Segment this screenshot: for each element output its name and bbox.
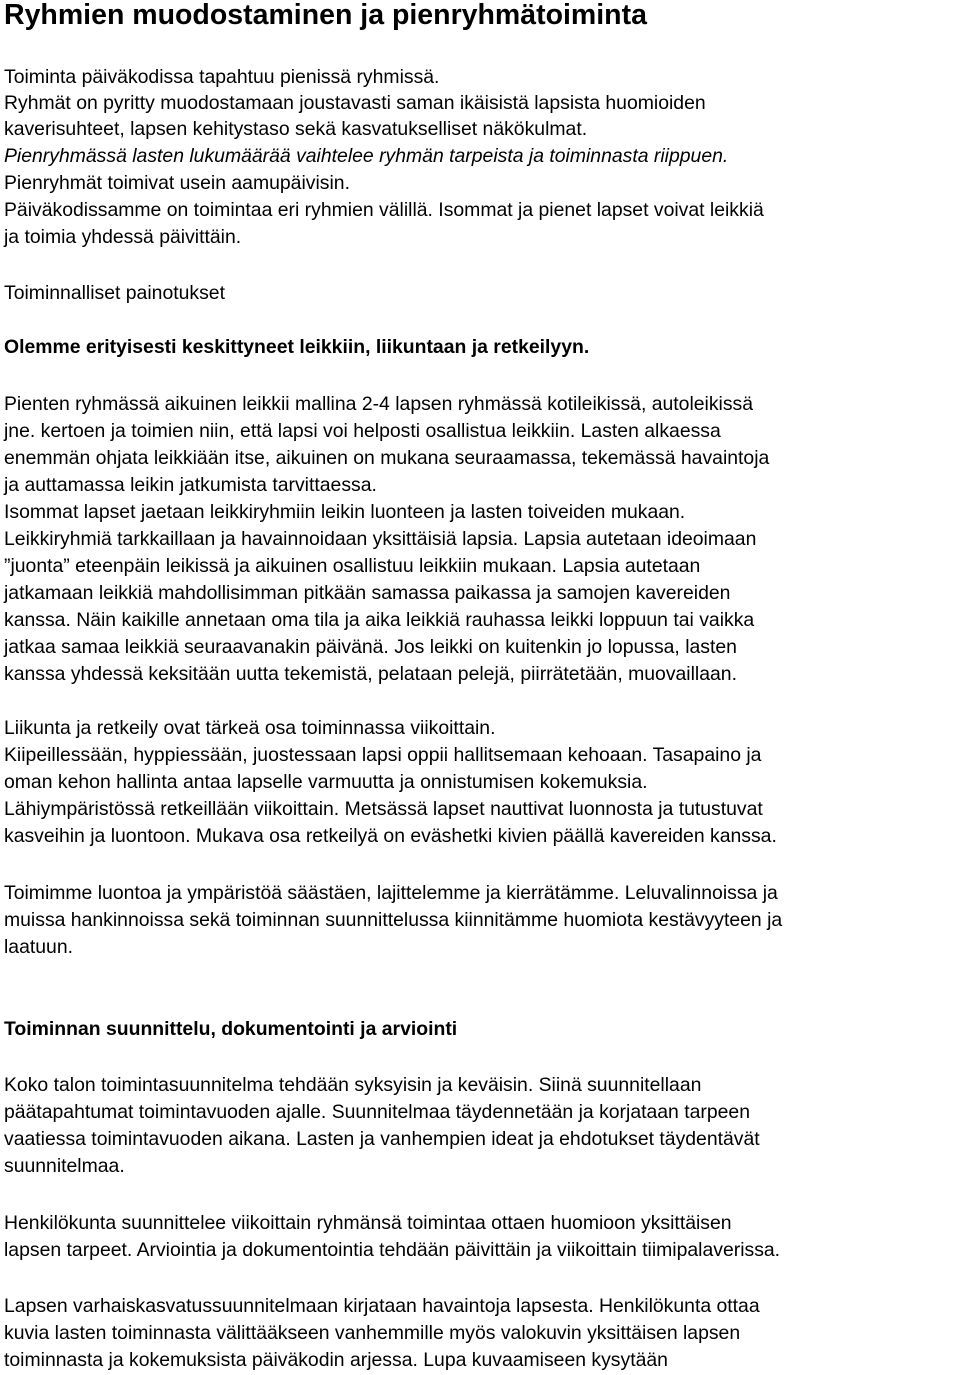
text-line: päätapahtumat toimintavuoden ajalle. Suunnitelmaa täydennetään ja korjataan tarpeen [4,1101,750,1123]
text-line: Henkilökunta suunnittelee viikoittain ryhmänsä toimintaa ottaen huomioon yksittäisen [4,1212,732,1234]
page-title: Ryhmien muodostaminen ja pienryhmätoiminta [4,0,647,31]
text-line: Toiminta päiväkodissa tapahtuu pienissä ryhmissä. [4,66,440,88]
text-line: Ryhmät on pyritty muodostamaan joustavasti saman ikäisistä lapsista huomioiden [4,92,706,114]
text-line: Isommat lapset jaetaan leikkiryhmiin leikin luonteen ja lasten toiveiden mukaan. [4,501,686,523]
text-line: enemmän ohjata leikkiään itse, aikuinen on mukana seuraamassa, tekemässä havaintoja [4,447,770,469]
text-line: Liikunta ja retkeily ovat tärkeä osa toiminnassa viikoittain. [4,717,496,739]
text-line: lapsen tarpeet. Arviointia ja dokumentointia tehdään päivittäin ja viikoittain tiimipalaverissa. [4,1239,781,1261]
text-line: kuvia lasten toiminnasta välittääkseen vanhemmille myös valokuvin yksittäisen lapsen [4,1322,741,1344]
text-line: Koko talon toimintasuunnitelma tehdään syksyisin ja keväisin. Siinä suunnitellaan [4,1074,702,1096]
text-line: Lapsen varhaiskasvatussuunnitelmaan kirjataan havaintoja lapsesta. Henkilökunta ottaa [4,1295,760,1317]
text-line: Pienten ryhmässä aikuinen leikkii mallina 2-4 lapsen ryhmässä kotileikissä, autoleikissä [4,393,754,415]
text-line: Päiväkodissamme on toimintaa eri ryhmien välillä. Isommat ja pienet lapset voivat leikkiä [4,199,764,221]
text-line: toiminnasta ja kokemuksista päiväkodin arjessa. Lupa kuvaamiseen kysytään [4,1349,668,1371]
text-line: jne. kertoen ja toimien niin, että lapsi voi helposti osallistua leikkiin. Lasten alkaessa [4,420,721,442]
text-line: kasveihin ja luontoon. Mukava osa retkeilyä on eväshetki kivien päällä kavereiden kanssa. [4,825,777,847]
text-line: Lähiympäristössä retkeillään viikoittain. Metsässä lapset nauttivat luonnosta ja tutustuvat [4,798,763,820]
text-line: Toimimme luontoa ja ympäristöä säästäen, lajittelemme ja kierrätämme. Leluvalinnoissa ja [4,882,778,904]
text-line: ja toimia yhdessä päivittäin. [4,226,242,248]
text-line: kanssa. Näin kaikille annetaan oma tila ja aika leikkiä rauhassa leikki loppuun tai vaikka [4,609,755,631]
text-line: ja auttamassa leikin jatkumista tarvittaessa. [4,474,377,496]
text-line: Pienryhmät toimivat usein aamupäivisin. [4,172,350,194]
text-line: laatuun. [4,936,74,958]
text-line: suunnitelmaa. [4,1155,125,1177]
emphasis-line: Olemme erityisesti keskittyneet leikkiin, liikuntaan ja retkeilyyn. [4,336,590,358]
section-heading: Toiminnan suunnittelu, dokumentointi ja arviointi [4,1018,458,1040]
text-line: jatkaa samaa leikkiä seuraavanakin päivänä. Jos leikki on kuitenkin jo lopussa, lasten [4,636,737,658]
section-heading: Toiminnalliset painotukset [4,282,225,304]
text-line: kaverisuhteet, lapsen kehitystaso sekä kasvatukselliset näkökulmat. [4,118,588,140]
text-line: kanssa yhdessä keksitään uutta tekemistä, pelataan pelejä, piirrätetään, muovaillaan. [4,663,737,685]
text-line: ”juonta” eteenpäin leikissä ja aikuinen osallistuu leikkiin mukaan. Lapsia autetaan [4,555,701,577]
text-line: Leikkiryhmiä tarkkaillaan ja havainnoidaan yksittäisiä lapsia. Lapsia autetaan ideoimaan [4,528,757,550]
text-line: jatkamaan leikkiä mahdollisimman pitkään samassa paikassa ja samojen kavereiden [4,582,731,604]
text-line: Kiipeillessään, hyppiessään, juostessaan lapsi oppii hallitsemaan kehoaan. Tasapaino ja [4,744,762,766]
text-line: muissa hankinnoissa sekä toiminnan suunnittelussa kiinnitämme huomiota kestävyyteen ja [4,909,783,931]
text-line: Pienryhmässä lasten lukumäärää vaihtelee ryhmän tarpeista ja toiminnasta riippuen. [4,145,729,167]
text-line: oman kehon hallinta antaa lapselle varmuutta ja onnistumisen kokemuksia. [4,771,648,793]
text-line: vaatiessa toimintavuoden aikana. Lasten ja vanhempien ideat ja ehdotukset täydentävät [4,1128,760,1150]
